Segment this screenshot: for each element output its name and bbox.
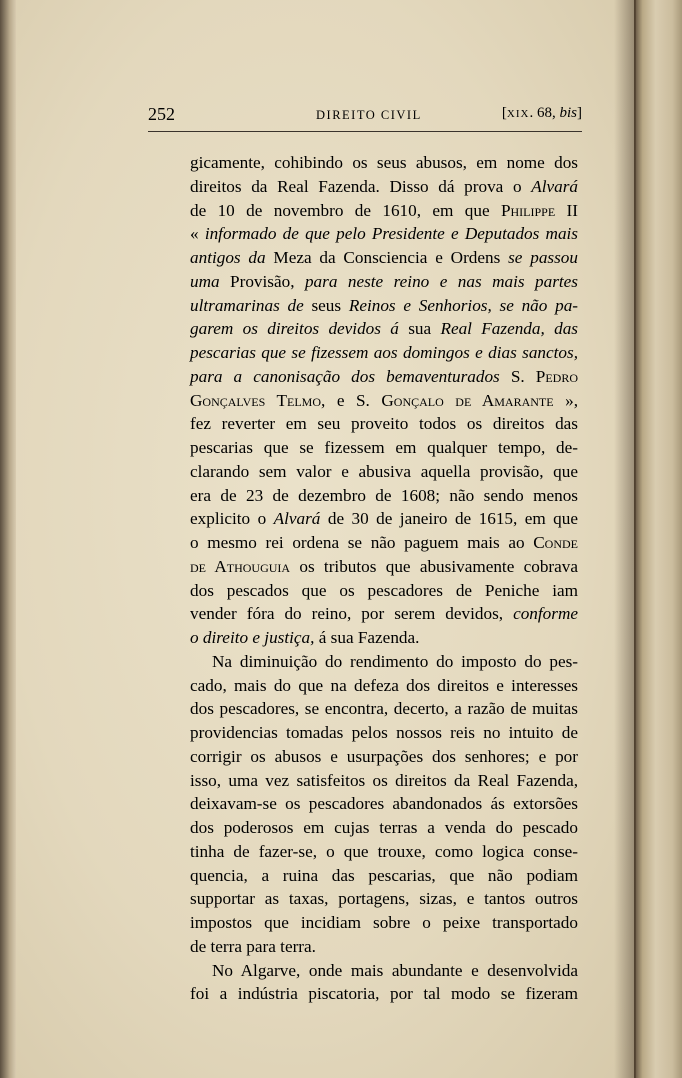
text-line bbox=[190, 151, 578, 175]
text-line bbox=[190, 317, 578, 341]
text-line bbox=[190, 959, 578, 983]
text-run: dos pescadores, se encontra, decerto, a razão de muitas bbox=[190, 699, 578, 719]
small-caps-name: Philippe bbox=[500, 200, 556, 220]
text-line bbox=[190, 531, 578, 555]
text-line bbox=[190, 270, 578, 294]
text-run: tinha de fazer-se, o que trouxe, como logica conse- bbox=[190, 841, 578, 861]
body-text bbox=[190, 151, 578, 1006]
running-head: DIREITO CIVIL bbox=[316, 108, 422, 122]
section-bis: bis bbox=[559, 105, 577, 121]
book-page-edge bbox=[0, 0, 16, 1078]
facing-page-edge bbox=[634, 0, 682, 1078]
text-run: de terra para terra. bbox=[190, 936, 316, 956]
small-caps-name: Gonçalves Telmo bbox=[190, 390, 322, 410]
text-run: vender fóra do reino, por serem devidos, bbox=[190, 604, 514, 624]
text-run: », bbox=[553, 390, 579, 410]
text-line bbox=[190, 507, 578, 531]
header-rule bbox=[148, 131, 582, 132]
text-line bbox=[190, 674, 578, 698]
italic-text: o direito e justiça, bbox=[190, 628, 315, 647]
text-line bbox=[190, 840, 578, 864]
text-line bbox=[190, 602, 578, 626]
text-run: pescarias que se fizessem em qualquer tempo, de- bbox=[190, 438, 578, 457]
text-run: S. bbox=[499, 366, 536, 386]
section-bracket-open: [ bbox=[501, 105, 507, 121]
text-run: corrigir os abusos e usurpações dos senhores; e por bbox=[190, 746, 578, 766]
section-bracket-close: ] bbox=[577, 105, 582, 121]
text-run: dos poderosos em cujas terras a venda do pescado bbox=[190, 818, 578, 837]
section-roman-numeral: XIX bbox=[506, 108, 530, 120]
text-run: No Algarve, onde mais abundante e desenvolvida bbox=[212, 960, 578, 980]
italic-text: para neste reino e nas mais partes bbox=[304, 271, 578, 291]
text-run: dos pescados que os pescadores de Peniche iam bbox=[190, 580, 578, 600]
text-line bbox=[190, 555, 578, 579]
text-line bbox=[190, 887, 578, 911]
text-line bbox=[190, 935, 578, 959]
text-line bbox=[190, 365, 578, 389]
small-caps-name: Gonçalo de Amarante bbox=[381, 390, 554, 410]
section-reference bbox=[502, 105, 582, 122]
text-line bbox=[190, 341, 578, 365]
text-run: , e S. bbox=[321, 390, 382, 410]
text-line bbox=[190, 769, 578, 793]
italic-text: para a canonisação dos bemaventurados bbox=[190, 366, 500, 386]
text-line bbox=[190, 460, 578, 484]
text-line bbox=[190, 721, 578, 745]
text-line bbox=[190, 982, 578, 1006]
italic-text: Alvará bbox=[273, 509, 321, 529]
section-number: . 68, bbox=[529, 105, 560, 121]
italic-text: Real Fazenda, das bbox=[440, 319, 578, 339]
text-run: o mesmo rei ordena se não paguem mais ao bbox=[190, 533, 534, 552]
text-run: « bbox=[190, 224, 205, 244]
text-run: clarando sem valor e abusiva aquella provisão, que bbox=[190, 461, 578, 481]
italic-text: ultramarinas de bbox=[190, 295, 304, 315]
text-line bbox=[190, 697, 578, 721]
italic-text: uma bbox=[190, 271, 220, 291]
text-run: deixavam-se os pescadores abandonados ás extorsões bbox=[190, 794, 578, 814]
text-run: providencias tomadas pelos nossos reis no intuito de bbox=[190, 723, 578, 742]
italic-text: pescarias que se fizessem aos domingos e dias sanctos, bbox=[190, 343, 578, 362]
italic-text: Alvará bbox=[531, 176, 578, 196]
text-line bbox=[190, 436, 578, 460]
italic-text: informado de que pelo Presidente e Deputados mais bbox=[204, 224, 579, 244]
text-run: sua bbox=[398, 319, 441, 339]
text-line bbox=[190, 745, 578, 769]
italic-text: garem os direitos devidos á bbox=[190, 319, 399, 339]
small-caps-name: Conde bbox=[533, 533, 578, 552]
text-run: gicamente, cohibindo os seus abusos, em nome dos bbox=[190, 153, 578, 172]
text-run: quencia, a ruina das pescarias, que não podiam bbox=[190, 865, 578, 885]
small-caps-name: Pedro bbox=[535, 366, 578, 386]
text-run: Meza da Consciencia e Ordens bbox=[265, 248, 509, 267]
text-run: seus bbox=[303, 295, 349, 315]
text-line bbox=[190, 199, 578, 223]
text-line bbox=[190, 864, 578, 888]
text-run: de 10 de novembro de 1610, em que bbox=[190, 200, 501, 220]
text-run: supportar as taxas, portagens, sizas, e tantos outros bbox=[190, 889, 578, 909]
text-run: isso, uma vez satisfeitos os direitos da Real Fazenda, bbox=[190, 770, 578, 790]
text-line bbox=[190, 484, 578, 508]
text-line bbox=[190, 579, 578, 603]
text-run: Provisão, bbox=[219, 271, 305, 291]
page-header bbox=[148, 104, 584, 128]
text-run: foi a indústria piscatoria, por tal modo se fizeram bbox=[190, 984, 578, 1004]
text-line bbox=[190, 911, 578, 935]
text-run: os tributos que abusivamente cobrava bbox=[290, 556, 578, 576]
italic-text: antigos da bbox=[190, 248, 266, 267]
italic-text: Reinos e Senhorios, se não pa- bbox=[348, 295, 579, 315]
small-caps-name: de Athouguia bbox=[190, 556, 291, 576]
text-line bbox=[190, 389, 578, 413]
text-line bbox=[190, 792, 578, 816]
text-line bbox=[190, 246, 578, 270]
text-line bbox=[190, 816, 578, 840]
text-line bbox=[190, 626, 578, 650]
text-run: direitos da Real Fazenda. Disso dá prova o bbox=[190, 176, 532, 196]
text-run: fez reverter em seu proveito todos os direitos das bbox=[190, 414, 578, 434]
text-run: de 30 de janeiro de 1615, em que bbox=[320, 509, 579, 529]
text-line bbox=[190, 650, 578, 674]
book-gutter-shadow bbox=[614, 0, 636, 1078]
text-run: explicito o bbox=[190, 509, 274, 529]
text-line bbox=[190, 175, 578, 199]
text-run: era de 23 de dezembro de 1608; não sendo menos bbox=[190, 485, 578, 505]
text-run: II bbox=[555, 200, 578, 220]
text-line bbox=[190, 294, 578, 318]
page-number: 252 bbox=[148, 104, 175, 124]
text-line bbox=[190, 412, 578, 436]
text-line bbox=[190, 222, 578, 246]
text-run: cado, mais do que na defeza dos direitos e interesses bbox=[190, 675, 578, 695]
text-run: Na diminuição do rendimento do imposto do pes- bbox=[212, 651, 578, 671]
italic-text: conforme bbox=[513, 604, 578, 624]
text-run: impostos que incidiam sobre o peixe transportado bbox=[190, 913, 578, 932]
text-run: á sua Fazenda. bbox=[314, 628, 420, 647]
italic-text: se passou bbox=[508, 248, 578, 267]
